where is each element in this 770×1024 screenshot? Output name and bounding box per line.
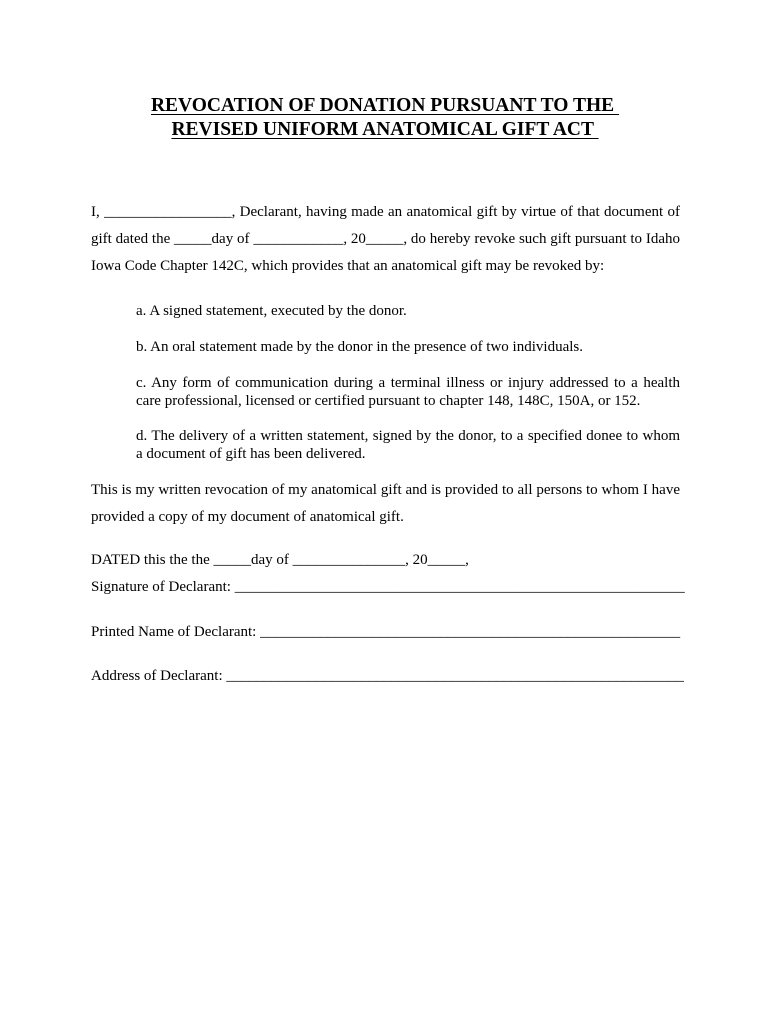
closing-paragraph: This is my written revocation of my anatomical gift and is provided to all persons to whom I have provided a copy of my document of anatomical gift. — [91, 482, 680, 525]
revocation-method-c: c. Any form of communication during a terminal illness or injury addressed to a health care professional, licensed or certified pursuant to chapter 148, 148C, 150A, or 152. — [136, 375, 680, 409]
dated-line: DATED this the the _____day of _______________, 20_____, — [91, 552, 469, 568]
revocation-method-a: a. A signed statement, executed by the donor. — [136, 303, 407, 319]
printed-name-line: Printed Name of Declarant: ________________________________________________________ — [91, 624, 681, 640]
document-title-line-1: REVOCATION OF DONATION PURSUANT TO THE — [150, 95, 620, 116]
address-line: Address of Declarant: _____________________________________________________________ — [91, 668, 684, 684]
signature-line: Signature of Declarant: ____________________________________________________________ — [91, 579, 685, 595]
revocation-method-b: b. An oral statement made by the donor in the presence of two individuals. — [136, 339, 583, 355]
document-title-line-2: REVISED UNIFORM ANATOMICAL GIFT ACT — [171, 119, 599, 140]
revocation-method-d: d. The delivery of a written statement, signed by the donor, to a specified donee to whom a document of gift has been delivered. — [136, 428, 680, 462]
intro-paragraph: I, _________________, Declarant, having made an anatomical gift by virtue of that document of gift dated the _____day of ____________, 20_____, do hereby revoke such gift pursuant to Idaho Iowa Code Chapter 142C, which provides that an anatomical gift may be revoked by: — [91, 204, 680, 274]
